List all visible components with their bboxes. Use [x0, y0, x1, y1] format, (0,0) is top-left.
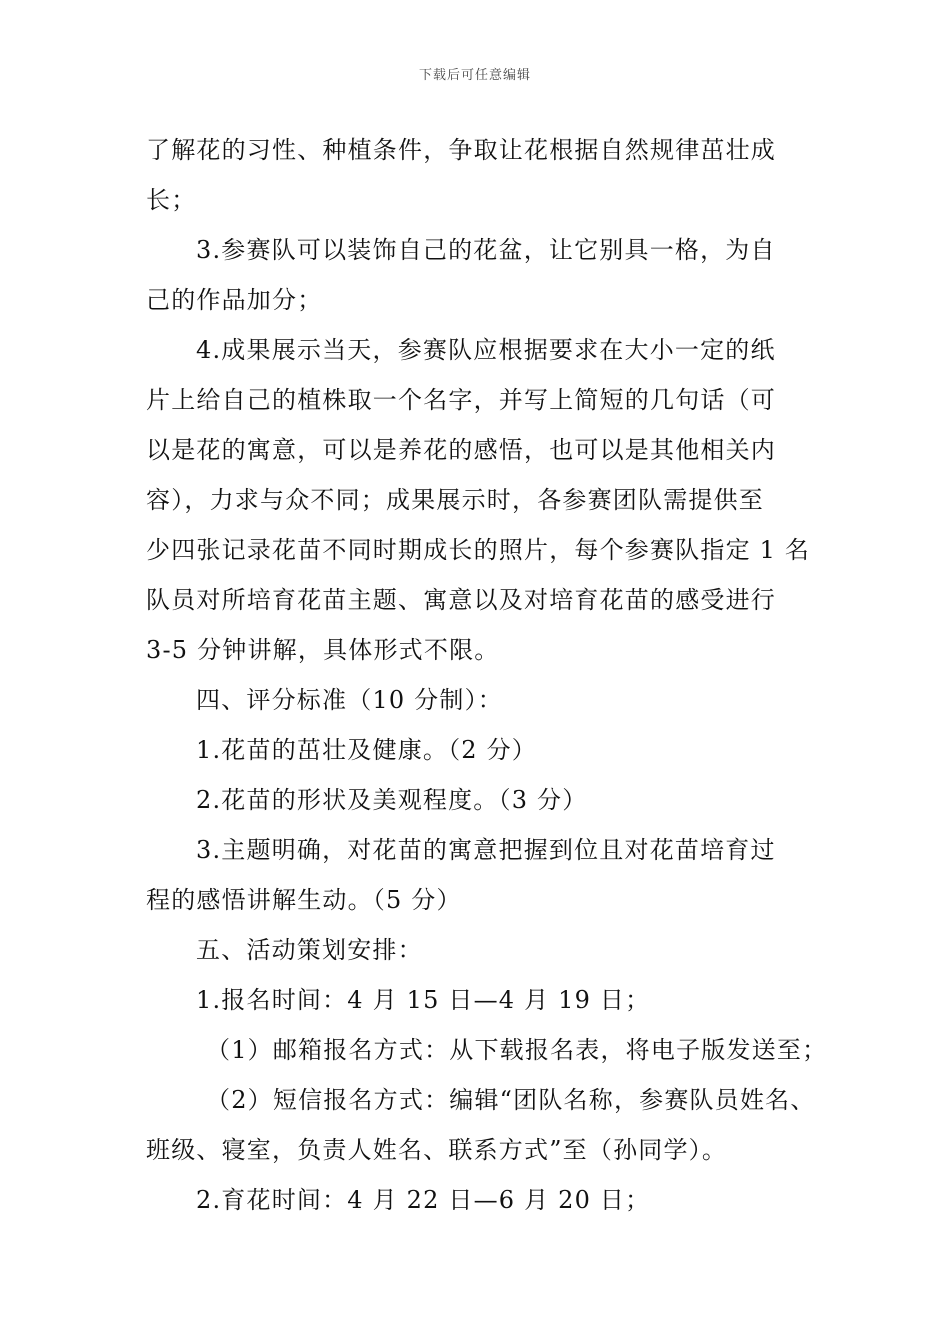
paragraph-line: 以是花的寓意，可以是养花的感悟，也可以是其他相关内 — [146, 436, 776, 464]
paragraph-line: 班级、寝室，负责人姓名、联系方式”至（孙同学）。 — [146, 1136, 728, 1164]
paragraph-line: 3.参赛队可以装饰自己的花盆，让它别具一格，为自 — [196, 236, 776, 264]
paragraph-line: 长； — [146, 186, 197, 214]
paragraph-line: 3-5 分钟讲解，具体形式不限。 — [146, 636, 500, 664]
paragraph-line: 了解花的习性、种植条件，争取让花根据自然规律茁壮成 — [146, 136, 776, 164]
paragraph-line: 程的感悟讲解生动。（5 分） — [146, 886, 462, 914]
list-item: （1）邮箱报名方式：从下载报名表，将电子版发送至； — [206, 1036, 828, 1064]
list-item: （2）短信报名方式：编辑“团队名称，参赛队员姓名、 — [206, 1086, 816, 1114]
paragraph-line: 容），力求与众不同；成果展示时，各参赛团队需提供至 — [146, 486, 764, 514]
paragraph-line: 少四张记录花苗不同时期成长的照片，每个参赛队指定 1 名 — [146, 536, 811, 564]
list-item: 2.育花时间：4 月 22 日—6 月 20 日； — [196, 1186, 651, 1214]
list-item: 1.花苗的茁壮及健康。（2 分） — [196, 736, 537, 764]
list-item: 1.报名时间：4 月 15 日—4 月 19 日； — [196, 986, 651, 1014]
list-item: 3.主题明确，对花苗的寓意把握到位且对花苗培育过 — [196, 836, 776, 864]
paragraph-line: 4.成果展示当天，参赛队应根据要求在大小一定的纸 — [196, 336, 776, 364]
section-heading: 五、活动策划安排： — [196, 936, 423, 964]
paragraph-line: 片上给自己的植株取一个名字，并写上简短的几句话（可 — [146, 386, 776, 414]
paragraph-line: 队员对所培育花苗主题、寓意以及对培育花苗的感受进行 — [146, 586, 776, 614]
header-note: 下载后可任意编辑 — [418, 68, 531, 83]
list-item: 2.花苗的形状及美观程度。（3 分） — [196, 786, 588, 814]
paragraph-line: 己的作品加分； — [146, 286, 323, 314]
section-heading: 四、评分标准（10 分制）： — [196, 686, 503, 714]
